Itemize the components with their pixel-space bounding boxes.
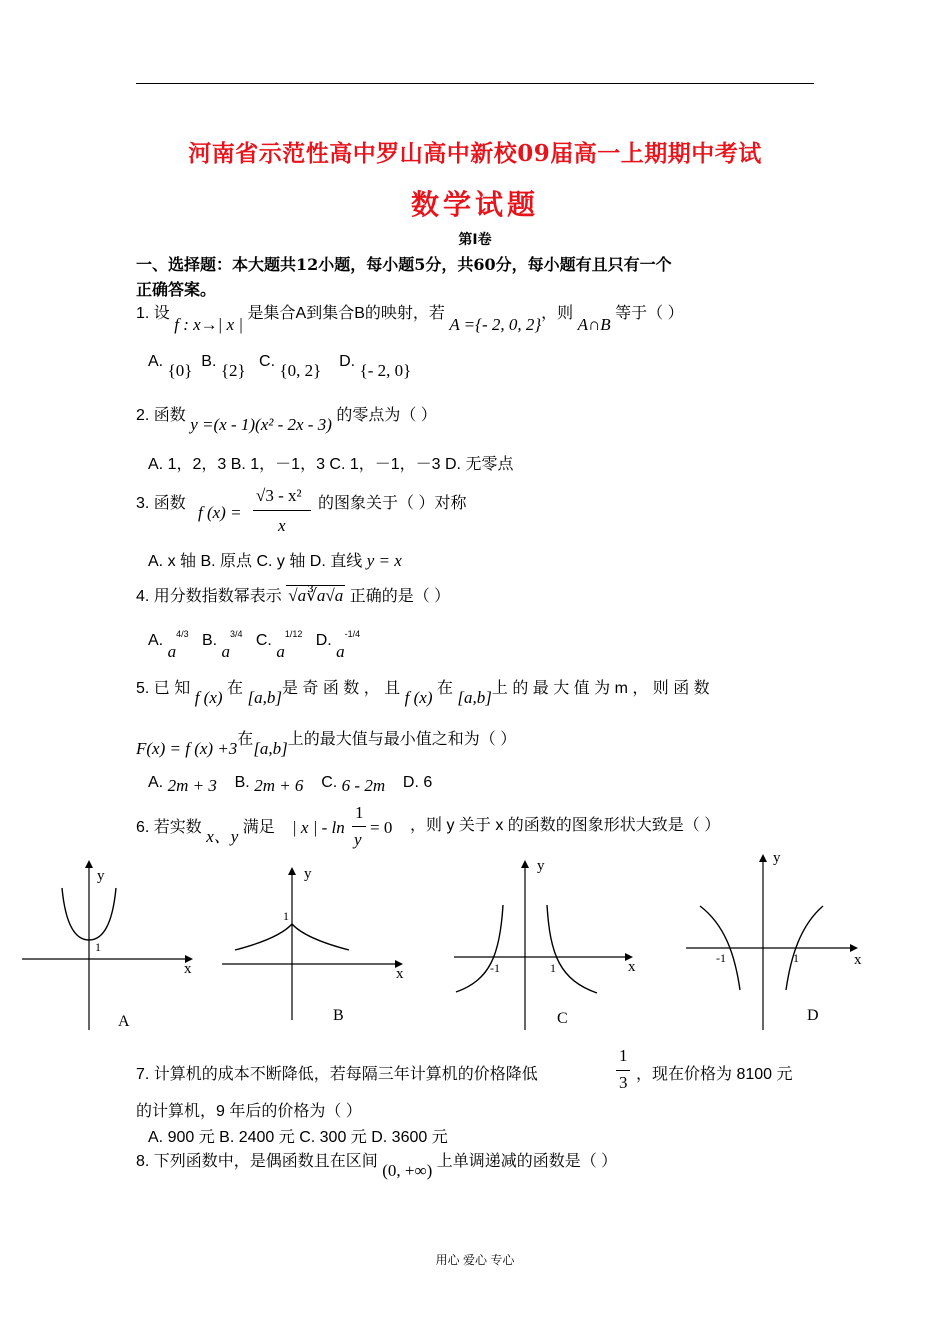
graph-c-label: C [557, 1010, 568, 1027]
graph-a [22, 860, 193, 1030]
graph-a-x-label: x [184, 961, 192, 977]
graph-d-tick-neg: -1 [716, 951, 726, 965]
question-6-cond-end: = 0 [370, 818, 393, 837]
question-5-line2: F(x) = f (x) +3在[a,b]上的最大值与最小值之和为（ ） [136, 731, 517, 758]
graph-b-label: B [333, 1007, 344, 1024]
graph-c-tick-pos: 1 [550, 961, 556, 975]
question-4: 4. 用分数指数幂表示 √a∛a√a 正确的是（ ） [136, 586, 451, 605]
graph-d-y-label: y [773, 850, 781, 866]
graph-c-y-label: y [537, 858, 545, 874]
graph-d [686, 850, 862, 1030]
question-7-options: A. 900 元 B. 2400 元 C. 300 元 D. 3600 元 [148, 1129, 448, 1146]
graphs-figure [0, 845, 950, 1040]
question-7-suffix: ，现在价格为 8100 元 [636, 1066, 793, 1083]
question-3-options: A. x 轴 B. 原点 C. y 轴 D. 直线 y = x [148, 551, 402, 570]
volume-label: 第Ⅰ卷 [458, 231, 492, 247]
graph-d-tick-pos: 1 [793, 951, 799, 965]
fraction-bar [253, 510, 311, 511]
question-2: 2. 函数 y =(x - 1)(x² - 2x - 3) 的零点为（ ） [136, 407, 437, 434]
question-1-options: A. {0} B. {2} C. {0, 2} D. {- 2, 0} [148, 353, 412, 380]
graph-b-tick: 1 [283, 909, 289, 923]
graph-c-x-label: x [628, 959, 636, 975]
graph-b [222, 866, 404, 1024]
question-7-frac-den: 3 [619, 1073, 628, 1092]
fraction-bar [616, 1070, 630, 1071]
graph-c-tick-neg: -1 [490, 961, 500, 975]
question-1: 1. 设 f : x→| x | 是集合A到集合B的映射，若 A ={- 2, 0, 2}，则 A∩B 等于（ ） [136, 305, 684, 334]
question-7: 7. 计算机的成本不断降低，若每隔三年计算机的价格降低 [136, 1066, 538, 1083]
question-7-frac-num: 1 [619, 1046, 628, 1065]
question-7-line2: 的计算机，9 年后的价格为（ ） [136, 1103, 362, 1120]
footer: 用心 爱心 专心 [435, 1253, 515, 1267]
question-5-line1: 5. 已 知 f (x) 在 [a,b]是 奇 函 数 ， 且 f (x) 在 [a,b]上 的 最 大 值 为 m ， 则 函 数 [136, 680, 710, 707]
exam-title: 河南省示范性高中罗山高中新校09届高一上期期中考试 [188, 140, 762, 167]
question-3-numerator: √3 - x² [256, 486, 302, 505]
question-3-lhs: f (x) = [198, 503, 242, 522]
graph-a-tick: 1 [95, 940, 101, 954]
question-3-suffix: 的图象关于（ ）对称 [318, 495, 467, 512]
graph-d-x-label: x [854, 952, 862, 968]
fraction-bar [352, 826, 366, 827]
graph-a-label: A [118, 1013, 130, 1030]
subject-title: 数学试题 [410, 188, 539, 221]
question-3: 3. 函数 [136, 495, 186, 512]
question-6-frac-num: 1 [355, 803, 364, 822]
question-6-condition: | x | - ln [292, 818, 345, 837]
graph-b-y-label: y [304, 866, 312, 882]
question-6-frac-den: y [354, 830, 362, 849]
graph-b-x-label: x [396, 966, 404, 982]
graph-a-y-label: y [97, 868, 105, 884]
question-2-options: A. 1，2，3 B. 1，－1，3 C. 1，－1，－3 D. 无零点 [148, 456, 514, 473]
header-rule [136, 83, 814, 84]
question-5-options: A. 2m + 3 B. 2m + 6 C. 6 - 2m D. 6 [148, 774, 433, 795]
question-6: 6. 若实数 x、y 满足 [136, 819, 275, 846]
section-intro: 一、选择题：本大题共12小题，每小题5分，共60分，每小题有且只有一个 正确答案。 [136, 255, 672, 299]
graph-c [454, 858, 636, 1030]
question-4-options: A. $a^{4/3}$ B. $a^{3/4}$ C. $a^{1/12}$ D. $a^{-1/4}$ [148, 628, 361, 661]
question-3-denominator: x [278, 516, 286, 535]
question-8: 8. 下列函数中，是偶函数且在区间 (0, +∞) 上单调递减的函数是（ ） [136, 1153, 618, 1180]
question-6-suffix: ，则 y 关于 x 的函数的图象形状大致是（ ） [410, 817, 721, 834]
graph-d-label: D [807, 1007, 819, 1024]
